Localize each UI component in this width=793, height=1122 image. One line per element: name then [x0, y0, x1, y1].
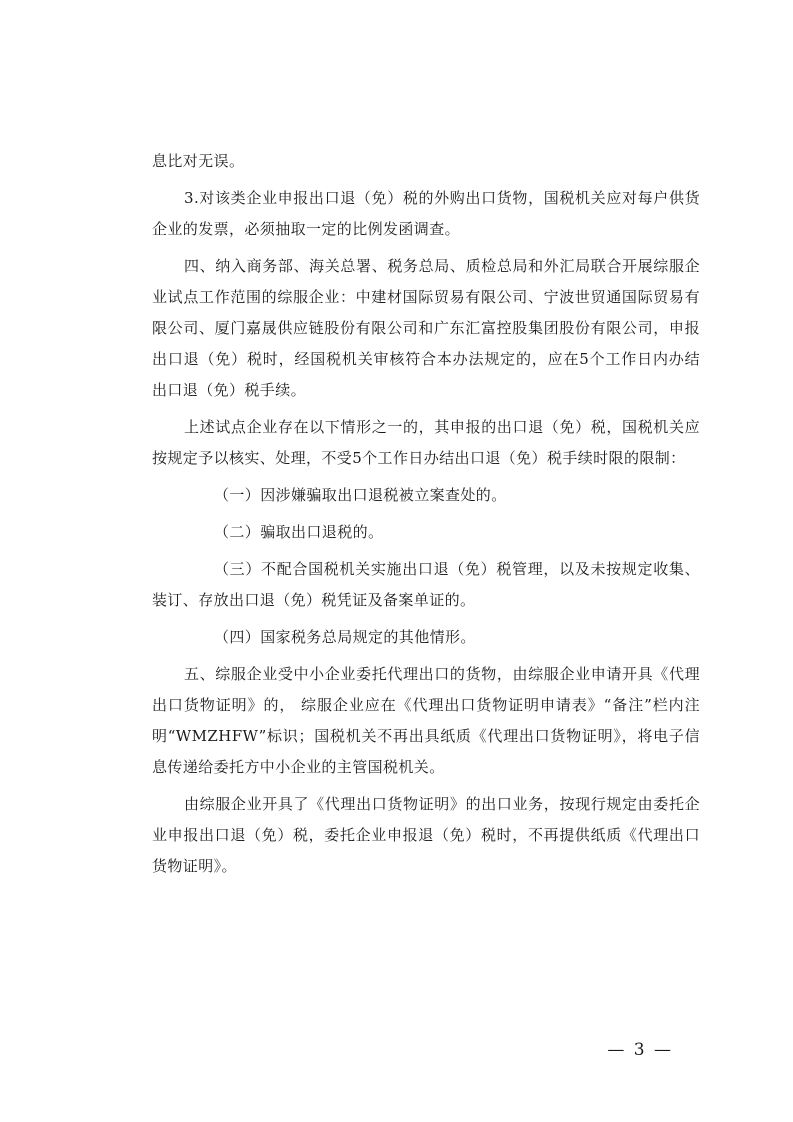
paragraph-section-4-conditions: 上述试点企业存在以下情形之一的，其申报的出口退（免）税，国税机关应按规定予以核实、处理，不受5个工作日办结出口退（免）税手续时限的限制：: [152, 418, 700, 467]
paragraph-item-3: 3.对该类企业申报出口退（免）税的外购出口货物，国税机关应对每户供货企业的发票，必须抽取一定的比例发函调查。: [152, 189, 700, 238]
document-body: [152, 146, 700, 888]
page-number: — 3 —: [607, 1040, 673, 1060]
list-item-condition-2: （二）骗取出口退税的。: [214, 523, 384, 541]
paragraph-section-5: 五、综服企业受中小企业委托代理出口的货物，由综服企业申请开具《代理出口货物证明》的， 综服企业应在《代理出口货物证明申请表》“备注”栏内注明“WMZHFW”标识；国税机关不再出具纸质《代理出口货物证明》，将电子信息传递给委托方中小企业的主管国税机关。: [152, 665, 700, 776]
list-item-condition-3: （三）不配合国税机关实施出口退（免）税管理，以及未按规定收集、装订、存放出口退（免）税凭证及备案单证的。: [152, 560, 700, 609]
paragraph-section-4: 四、纳入商务部、海关总署、税务总局、质检总局和外汇局联合开展综服企业试点工作范围的综服企业：中建材国际贸易有限公司、宁波世贸通国际贸易有限公司、厦门嘉晟供应链股份有限公司和广东汇富控股集团股份有限公司，申报出口退（免）税时，经国税机关审核符合本办法规定的，应在5个工作日内办结出口退（免）税手续。: [152, 257, 700, 399]
paragraph-continuation: 息比对无误。: [152, 152, 245, 170]
list-item-condition-1: （一）因涉嫌骗取出口退税被立案查处的。: [214, 486, 507, 504]
list-item-condition-4: （四）国家税务总局规定的其他情形。: [214, 628, 476, 646]
paragraph-section-5-followup: 由综服企业开具了《代理出口货物证明》的出口业务，按现行规定由委托企业申报出口退（免）税，委托企业申报退（免）税时，不再提供纸质《代理出口货物证明》。: [152, 795, 700, 875]
